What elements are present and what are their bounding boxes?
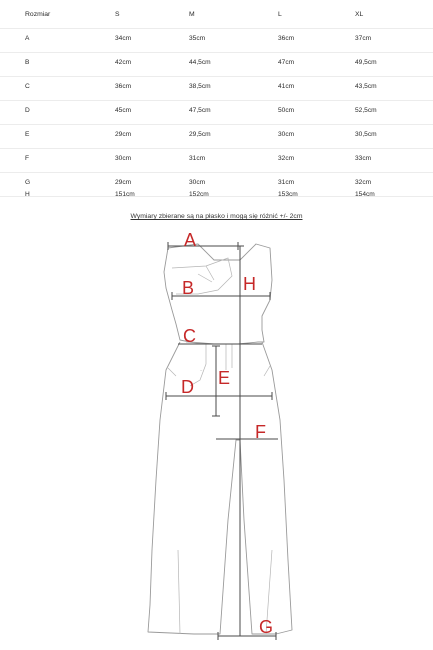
label-b: B — [182, 278, 195, 298]
cell-s: 36cm — [115, 83, 132, 90]
cell-xl: 49,5cm — [355, 59, 377, 66]
cell-m: 35cm — [189, 35, 206, 42]
row-label: B — [25, 59, 30, 66]
size-chart-table — [0, 0, 433, 206]
cell-m: 47,5cm — [189, 107, 211, 114]
row-label: A — [25, 35, 30, 42]
row-label: F — [25, 155, 30, 162]
label-e: E — [218, 368, 231, 388]
pocket-annotation: ~ — [200, 368, 203, 373]
jumpsuit-measurement-diagram — [0, 220, 433, 650]
cell-m: 152cm — [189, 191, 209, 198]
header-size-m: M — [189, 11, 195, 18]
header-size-s: S — [115, 11, 120, 18]
cell-s: 45cm — [115, 107, 132, 114]
cell-l: 50cm — [278, 107, 295, 114]
size-row-d — [0, 100, 433, 125]
cell-xl: 30,5cm — [355, 131, 377, 138]
label-f: F — [255, 422, 266, 442]
header-size-l: L — [278, 11, 282, 18]
size-row-h — [0, 184, 433, 208]
cell-xl: 33cm — [355, 155, 372, 162]
cell-l: 47cm — [278, 59, 295, 66]
cell-s: 151cm — [115, 191, 135, 198]
cell-l: 36cm — [278, 35, 295, 42]
cell-l: 32cm — [278, 155, 295, 162]
cell-s: 42cm — [115, 59, 132, 66]
header-size-label: Rozmiar — [25, 11, 51, 18]
row-label: H — [25, 191, 30, 198]
row-label: E — [25, 131, 30, 138]
label-g: G — [259, 617, 274, 637]
row-label: G — [25, 179, 31, 186]
label-c: C — [183, 326, 196, 346]
label-h: H — [243, 274, 256, 294]
size-row-a — [0, 28, 433, 53]
cell-m: 44,5cm — [189, 59, 211, 66]
label-a: A — [184, 230, 197, 250]
size-row-e — [0, 124, 433, 149]
cell-m: 31cm — [189, 155, 206, 162]
size-row-c — [0, 76, 433, 101]
cell-l: 30cm — [278, 131, 295, 138]
cell-l: 31cm — [278, 179, 295, 186]
cell-m: 29,5cm — [189, 131, 211, 138]
size-chart-header-row — [0, 4, 433, 29]
cell-xl: 52,5cm — [355, 107, 377, 114]
header-size-xl: XL — [355, 11, 364, 18]
cell-xl: 154cm — [355, 191, 375, 198]
measurement-note: Wymiary zbierane są na płasko i mogą się różnić +/- 2cm — [130, 213, 303, 220]
cell-m: 38,5cm — [189, 83, 211, 90]
cell-s: 29cm — [115, 131, 132, 138]
cell-xl: 32cm — [355, 179, 372, 186]
cell-s: 30cm — [115, 155, 132, 162]
cell-l: 41cm — [278, 83, 295, 90]
cell-s: 34cm — [115, 35, 132, 42]
size-row-f — [0, 148, 433, 173]
cell-l: 153cm — [278, 191, 298, 198]
cell-xl: 43,5cm — [355, 83, 377, 90]
row-label: D — [25, 107, 30, 114]
size-row-b — [0, 52, 433, 77]
cell-s: 29cm — [115, 179, 132, 186]
label-d: D — [181, 377, 194, 397]
cell-m: 30cm — [189, 179, 206, 186]
cell-xl: 37cm — [355, 35, 372, 42]
row-label: C — [25, 83, 30, 90]
